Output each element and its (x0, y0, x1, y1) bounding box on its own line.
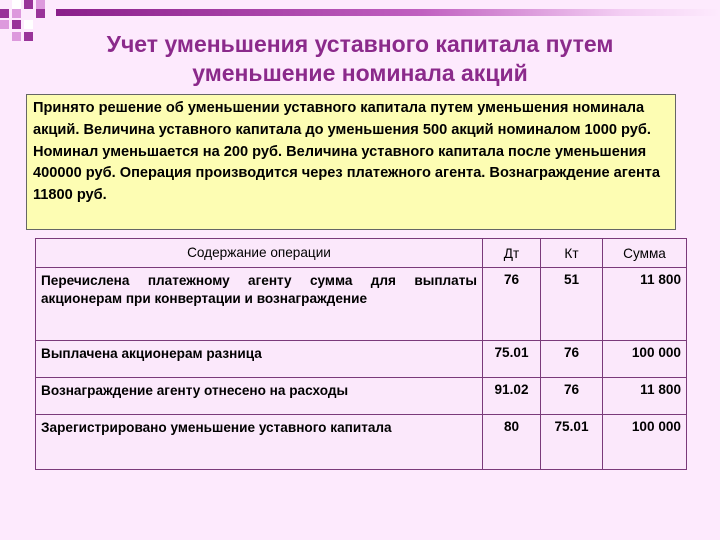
row-amount: 11 800 (603, 268, 687, 341)
operations-table (35, 238, 687, 470)
decor-square (0, 9, 9, 18)
row-credit: 75.01 (541, 415, 603, 470)
row-debit: 75.01 (483, 341, 541, 378)
header-bar (56, 9, 720, 16)
row-credit: 76 (541, 341, 603, 378)
decor-square (12, 9, 21, 18)
header-amount: Сумма (603, 239, 687, 268)
decor-square (12, 32, 21, 41)
row-description: Перечислена платежному агенту сумма для выплаты акционерам при конвертации и вознаграждение (36, 268, 483, 341)
table-row (36, 341, 687, 378)
decor-square (12, 0, 21, 9)
slide-title-line-2: уменьшение номинала акций (192, 60, 528, 86)
row-amount: 100 000 (603, 415, 687, 470)
decor-square (0, 20, 9, 29)
slide-title (40, 30, 680, 88)
decor-square (24, 0, 33, 9)
row-credit: 51 (541, 268, 603, 341)
row-amount: 11 800 (603, 378, 687, 415)
row-credit: 76 (541, 378, 603, 415)
row-debit: 91.02 (483, 378, 541, 415)
decor-square (24, 32, 33, 41)
row-debit: 76 (483, 268, 541, 341)
slide-title-line-1: Учет уменьшения уставного капитала путем (106, 31, 614, 57)
table-header-row (36, 239, 687, 268)
table-row (36, 415, 687, 470)
table-row (36, 378, 687, 415)
decor-square (24, 20, 33, 29)
decor-square (12, 20, 21, 29)
row-description: Зарегистрировано уменьшение уставного капитала (36, 415, 483, 470)
row-amount: 100 000 (603, 341, 687, 378)
row-description: Выплачена акционерам разница (36, 341, 483, 378)
problem-statement-box (26, 94, 676, 230)
problem-statement-text: Принято решение об уменьшении уставного капитала путем уменьшения номинала акций. Величина уставного капитала до уменьшения 500 акций номиналом 1000 руб. Номинал уменьшается на 200 руб. Величина уставного капитала после уменьшения 400000 руб. Операция производится через платежного агента. Вознаграждение агента 11800 руб. (33, 100, 661, 204)
decor-square (36, 9, 45, 18)
table-row (36, 268, 687, 341)
row-debit: 80 (483, 415, 541, 470)
row-description: Вознаграждение агенту отнесено на расходы (36, 378, 483, 415)
header-debit: Дт (483, 239, 541, 268)
header-credit: Кт (541, 239, 603, 268)
decor-square (36, 0, 45, 9)
header-description: Содержание операции (36, 239, 483, 268)
